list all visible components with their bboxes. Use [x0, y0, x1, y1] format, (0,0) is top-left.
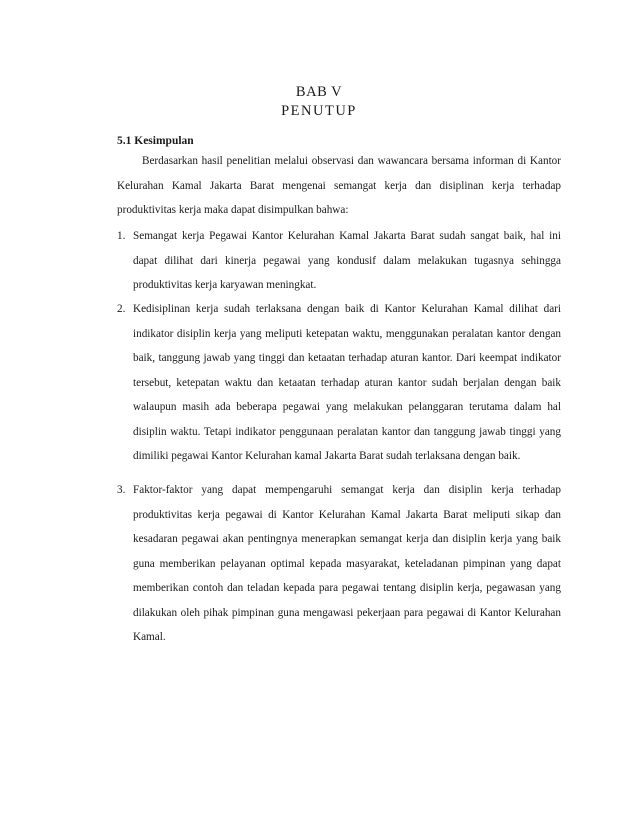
- list-item: [117, 297, 561, 469]
- section-heading: 5.1 Kesimpulan: [117, 135, 194, 147]
- list-item-number: 3.: [117, 484, 126, 496]
- intro-paragraph: Berdasarkan hasil penelitian melalui observasi dan wawancara bersama informan di Kantor Kelurahan Kamal Jakarta Barat mengenai semangat kerja dan disiplinan kerja terhadap produktivitas kerja maka dapat disimpulkan bahwa:: [117, 155, 561, 216]
- list-item-number: 2.: [117, 303, 126, 315]
- chapter-number: BAB V: [295, 84, 343, 100]
- list-item: [117, 224, 561, 298]
- list-item-text: Kedisiplinan kerja sudah terlaksana dengan baik di Kantor Kelurahan Kamal dilihat dari indikator disiplin kerja yang meliputi ketepatan waktu, menggunakan peralatan kantor dengan baik, tanggung jawab yang tinggi dan ketaatan terhadap aturan kantor. Dari keempat indikator tersebut, ketepatan waktu dan ketaatan terhadap aturan kantor sudah berjalan dengan baik walaupun masih ada beberapa pegawai yang melakukan pelanggaran terutama dalam hal disiplin waktu. Tetapi indikator penggunaan peralatan kantor dan tanggung jawab tinggi yang dimiliki pegawai Kantor Kelurahan kamal Jakarta Barat sudah terlaksana dengan baik.: [133, 303, 561, 462]
- list-item: [117, 478, 561, 650]
- list-item-text: Faktor-faktor yang dapat mempengaruhi semangat kerja dan disiplin kerja terhadap produktivitas kerja pegawai di Kantor Kelurahan Kamal Jakarta Barat meliputi sikap dan kesadaran pegawai akan pentingnya menerapkan semangat kerja dan disiplin kerja yang baik guna memberikan pelayanan optimal kepada masyarakat, keteladanan pimpinan yang dapat memberikan contoh dan teladan kepada para pegawai tentang disiplin kerja, pegawasan yang dilakukan oleh pihak pimpinan guna mengawasi pekerjaan para pegawai di Kantor Kelurahan Kamal.: [133, 484, 561, 643]
- list-item-number: 1.: [117, 230, 126, 242]
- list-item-text: Semangat kerja Pegawai Kantor Kelurahan Kamal Jakarta Barat sudah sangat baik, hal ini dapat dilihat dari kinerja pegawai yang kondusif dalam melakukan tugasnya sehingga produktivitas kerja karyawan meningkat.: [133, 230, 561, 291]
- chapter-title: PENUTUP: [281, 103, 357, 119]
